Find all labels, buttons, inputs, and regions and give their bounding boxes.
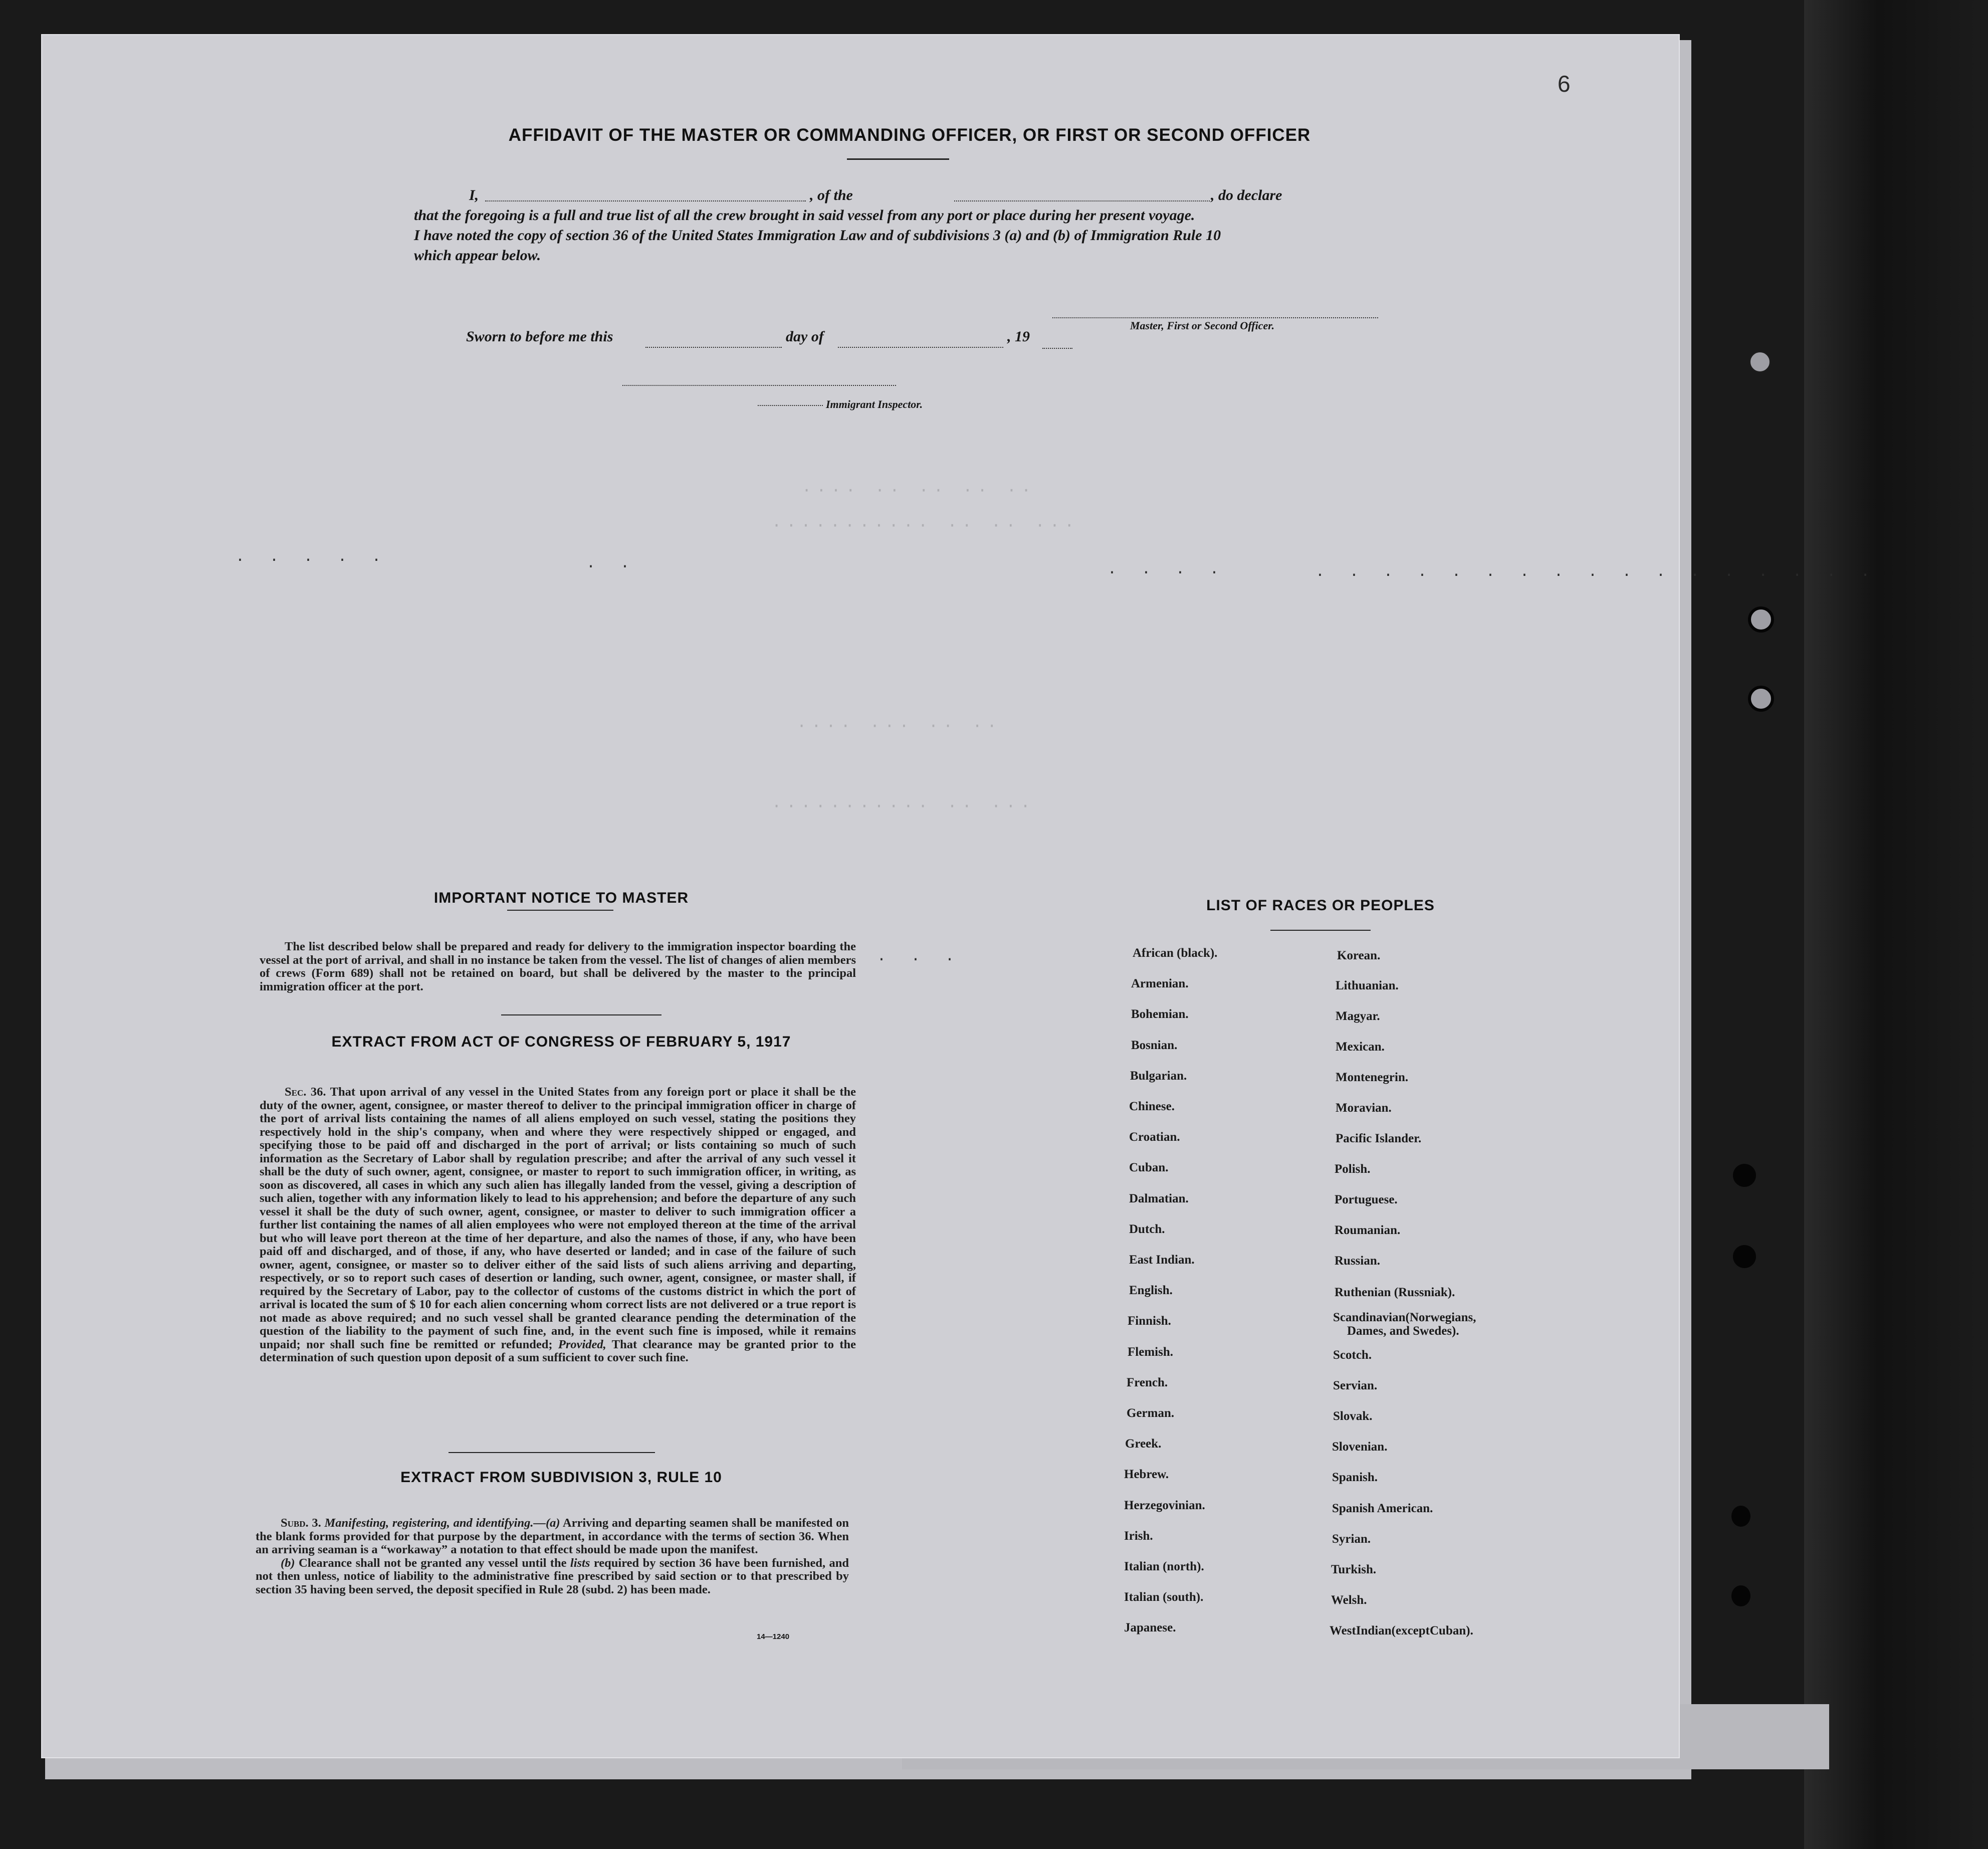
subd-heading: Manifesting, registering, and identifying.: [324, 1516, 534, 1530]
affidavit-i: I,: [469, 187, 479, 203]
punch-hole-open: [1749, 351, 1771, 373]
race-item: Turkish.: [1331, 1563, 1377, 1576]
race-item: Russian.: [1335, 1254, 1381, 1268]
rule-extract-text: [256, 1517, 849, 1596]
name-blank-field[interactable]: [485, 200, 806, 201]
notice-rule: [507, 910, 613, 911]
race-item: Roumanian.: [1335, 1223, 1401, 1237]
rule-extract-title: EXTRACT FROM SUBDIVISION 3, RULE 10: [400, 1469, 722, 1486]
proviso-word: Provided,: [558, 1337, 606, 1351]
race-item: Scotch.: [1333, 1348, 1372, 1362]
subd-b-lists: lists: [570, 1556, 590, 1570]
subd-lead: Subd. 3.: [281, 1516, 321, 1530]
section-rule: [449, 1452, 655, 1453]
punch-hole-filled: [1733, 1245, 1756, 1268]
races-title: LIST OF RACES OR PEOPLES: [1206, 897, 1435, 914]
race-item: Slovak.: [1333, 1409, 1373, 1423]
race-item: Welsh.: [1331, 1593, 1367, 1607]
title-rule: [847, 158, 949, 160]
punch-hole: [1748, 606, 1774, 633]
race-item: Herzegovinian.: [1124, 1498, 1205, 1512]
corner-page-mark: 6: [1558, 71, 1571, 97]
affidavit-of-the: , of the: [810, 187, 853, 203]
race-item: Croatian.: [1129, 1130, 1180, 1144]
race-item: Bulgarian.: [1130, 1069, 1187, 1083]
race-item: Spanish American.: [1332, 1502, 1433, 1515]
act-extract-title: EXTRACT FROM ACT OF CONGRESS OF FEBRUARY 5, 1917: [331, 1034, 791, 1050]
race-item: English.: [1129, 1284, 1173, 1298]
race-item: Bosnian.: [1131, 1038, 1178, 1052]
sworn-day-field[interactable]: [645, 347, 782, 348]
bleed-through-text: ···· ··· ·· ··: [797, 717, 1002, 735]
race-item: Flemish.: [1128, 1345, 1173, 1359]
race-item: Dalmatian.: [1129, 1191, 1189, 1205]
race-item: German.: [1127, 1406, 1175, 1420]
inspector-signature-line[interactable]: [622, 385, 896, 386]
notice-title: IMPORTANT NOTICE TO MASTER: [433, 890, 689, 906]
punch-hole-filled: [1733, 1164, 1756, 1187]
master-signature-line[interactable]: [1052, 317, 1378, 318]
bleed-dots: . . . . .: [236, 549, 389, 566]
race-item: Finnish.: [1128, 1314, 1171, 1328]
section-36-lead: Sec. 36.: [285, 1085, 326, 1099]
race-item: Mexican.: [1336, 1040, 1385, 1054]
race-item: Scandinavian(Norwegians,: [1333, 1311, 1476, 1324]
act-extract-text: [260, 1086, 856, 1365]
race-item: Dames, and Swedes).: [1347, 1324, 1459, 1338]
race-item: WestIndian(exceptCuban).: [1330, 1624, 1473, 1637]
race-item: Pacific Islander.: [1336, 1132, 1422, 1145]
affidavit-line-1: [414, 185, 1381, 206]
inspector-leader-dots: [758, 405, 823, 406]
bleed-through-text: ··········· ·· ···: [772, 797, 1035, 815]
race-item: Irish.: [1124, 1529, 1153, 1543]
affidavit-statement: [414, 185, 1381, 266]
race-item: French.: [1127, 1375, 1168, 1389]
proviso-text: That clearance may be granted prior to the determination of such question upon deposit of a sum sufficient to cover such fine.: [260, 1337, 856, 1364]
races-rule: [1270, 930, 1371, 931]
race-item: Bohemian.: [1131, 1007, 1189, 1021]
section-36-body: That upon arrival of any vessel in the United States from any foreign port or place it shall be the duty of the owner, agent, consignee, or master thereof to deliver to the principal immigration officer in charge of the port of arrival lists containing the names of all aliens employed on such vessel, stating the positions they respectively hold in the ship's company, when and where they were respectively shipped or engaged, and specifying those to be paid off and discharged in the port of arrival; or lists containing so much of such information as the Secretary of Labor shall by regulation prescribe; and after the arrival of any such vessel it shall be the duty of such owner, agent, consignee, or master to report to such immigration officer, in writing, as soon as discovered, all cases in which any such alien has illegally landed from the vessel, giving a description of such alien, together with any information likely to lead to his apprehension; and before the departure of any such vessel it shall be the duty of such owner, agent, consignee, or master to deliver to such immigration officer a further list containing the names of all alien employees who were not employed thereon at the time of the arrival but who will leave port thereon at the time of her departure, and also the names of those, if any, who have been paid off and discharged, and of those, if any, who have deserted or landed; and in case of the failure of such owner, agent, consignee, or master so to deliver either of the said lists of such aliens arriving and departing, respectively, or so to report such cases of desertion or landing, such owner, agent, consignee, or master shall, if required by the Secretary of Labor, pay to the collector of customs of the customs district in which the port of arrival is located the sum of $ 10 for each alien concerning whom correct lists are not delivered or a true report is not made as above required; and no such vessel shall be granted clearance pending the determination of the question of the liability to the payment of such fine, and, in the event such fine is imposed, while it remains unpaid; nor shall such fine be remitted or refunded;: [260, 1085, 856, 1351]
notice-text: [260, 940, 856, 993]
subd-a-text: Arriving and departing seamen shall be manifested on the blank forms provided for that purpose by the department, in accordance with the terms of section 36. When an arriving seaman is a “workaway” a notation to that effect should be made upon the manifest.: [256, 1516, 849, 1556]
notice-body: The list described below shall be prepared and ready for delivery to the immigration inspector boarding the vessel at the port of arrival, and shall in no instance be taken from the vessel. The list of changes of alien members of crews (Form 689) shall not be retained on board, but shall be delivered by the master to the principal immigration officer at the port.: [260, 940, 856, 993]
race-item: Italian (south).: [1124, 1590, 1204, 1604]
affidavit-line-2: that the foregoing is a full and true list of all the crew brought in said vessel from any port or place during her present voyage.: [414, 207, 1195, 224]
section-rule: [501, 1014, 661, 1015]
sworn-day-of-label: day of: [786, 328, 824, 345]
document-page: [41, 34, 1680, 1758]
race-item: Greek.: [1125, 1437, 1162, 1451]
race-item: Hebrew.: [1124, 1468, 1169, 1482]
race-item: Korean.: [1337, 949, 1381, 962]
subd-a-marker: —(a): [533, 1516, 560, 1530]
race-item: Lithuanian.: [1336, 979, 1399, 992]
affidavit-line-4: which appear below.: [414, 247, 541, 264]
master-signature-label: Master, First or Second Officer.: [1130, 319, 1275, 332]
race-item: Slovenian.: [1332, 1440, 1388, 1454]
race-item: Montenegrin.: [1336, 1071, 1409, 1084]
bleed-through-text: ··········· ·· ·· ···: [772, 516, 1079, 535]
subd-b-text-1: Clearance shall not be granted any vessel until the: [299, 1556, 567, 1570]
affidavit-do-declare: , do declare: [1211, 187, 1282, 203]
bleed-dots: . . . .: [1108, 561, 1227, 578]
bleed-dots: . . . . . . . . . . . . . . . . .: [1315, 564, 1878, 581]
race-item: Portuguese.: [1335, 1193, 1398, 1206]
punch-hole-filled: [1731, 1585, 1750, 1606]
subd-b-marker: (b): [281, 1556, 295, 1570]
sworn-year-label: , 19: [1007, 328, 1030, 345]
bleed-through-text: ···· ·· ·· ·· ··: [802, 481, 1036, 500]
race-item: Ruthenian (Russniak).: [1335, 1286, 1455, 1299]
affidavit-line-3: I have noted the copy of section 36 of the United States Immigration Law and of subdivisions 3 (a) and (b) of Immigration Rule 10: [414, 227, 1221, 244]
affidavit-title: AFFIDAVIT OF THE MASTER OR COMMANDING OFFICER, OR FIRST OR SECOND OFFICER: [508, 125, 1311, 145]
punch-hole: [1748, 686, 1774, 712]
race-item: Japanese.: [1124, 1621, 1176, 1635]
vessel-blank-field[interactable]: [954, 200, 1210, 201]
race-item: Cuban.: [1129, 1161, 1169, 1175]
punch-hole-filled: [1731, 1506, 1750, 1527]
race-item: Spanish.: [1332, 1471, 1378, 1484]
bleed-dots: . . .: [877, 948, 963, 965]
sworn-year-field[interactable]: [1042, 348, 1072, 349]
race-item: Dutch.: [1129, 1222, 1165, 1236]
race-item: Moravian.: [1336, 1101, 1392, 1115]
sworn-label: Sworn to before me this: [466, 328, 613, 345]
bleed-dots: . .: [586, 555, 638, 572]
race-item: Magyar.: [1336, 1009, 1380, 1023]
inspector-label: Immigrant Inspector.: [826, 398, 923, 410]
race-item: Polish.: [1335, 1162, 1371, 1176]
race-item: Armenian.: [1131, 977, 1189, 991]
race-item: East Indian.: [1129, 1253, 1195, 1267]
sworn-month-field[interactable]: [838, 347, 1003, 348]
race-item: Italian (north).: [1124, 1560, 1204, 1573]
race-item: Chinese.: [1129, 1100, 1175, 1113]
dark-background: [1804, 0, 1988, 1849]
subd-b-text-2: required by section 36 have been furnished, and not then unless, notice of liability to the administrative fine prescribed by said section or to that prescribed by section 35 having been served, the deposit specified in Rule 28 (subd. 2) has been made.: [256, 1556, 849, 1596]
race-item: African (black).: [1133, 946, 1218, 960]
form-number: 14—1240: [757, 1632, 790, 1641]
race-item: Syrian.: [1332, 1532, 1371, 1546]
race-item: Servian.: [1333, 1379, 1378, 1392]
